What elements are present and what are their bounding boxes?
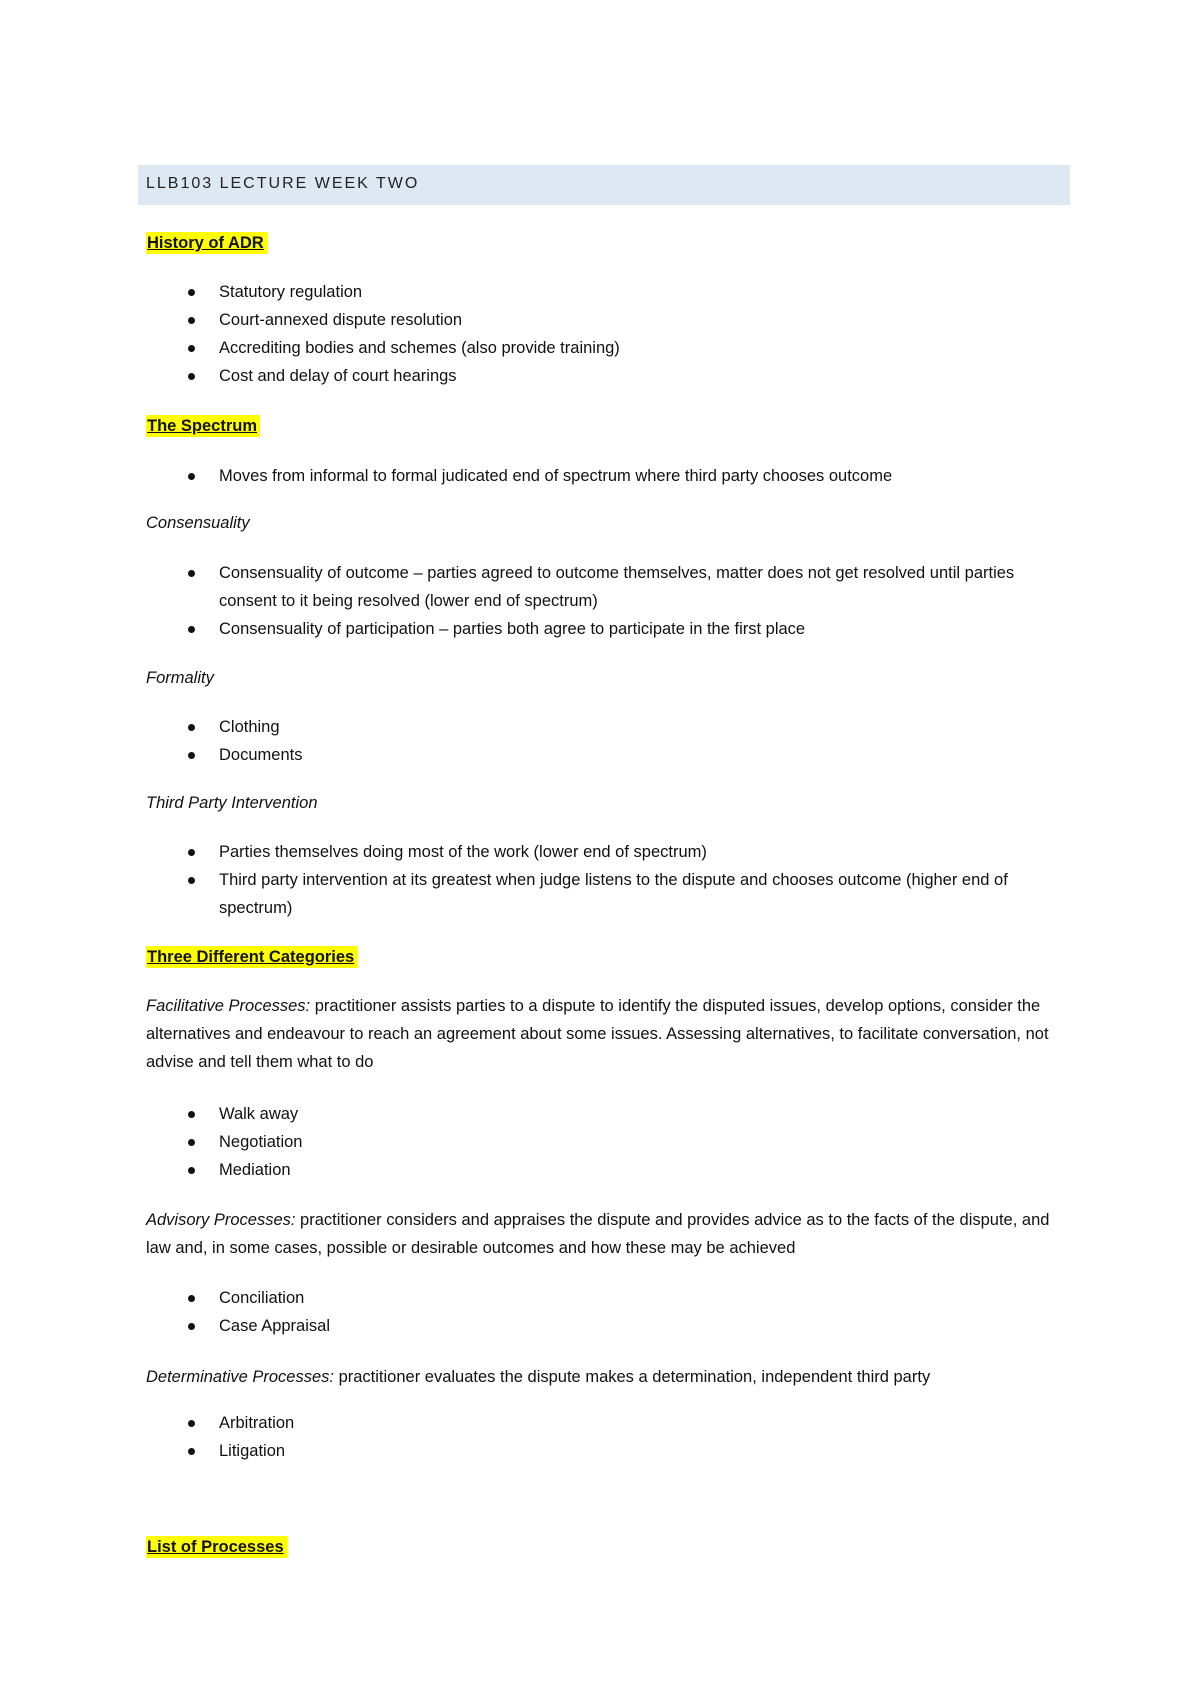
bullet-icon	[188, 317, 195, 324]
determinative-list	[146, 1409, 1070, 1465]
bullet-icon	[188, 289, 195, 296]
determinative-text: practitioner evaluates the dispute makes a determination, independent third party	[334, 1368, 931, 1386]
subheading-formality: Formality	[146, 669, 214, 687]
bullet-icon	[188, 1295, 195, 1302]
subheading-consensuality: Consensuality	[146, 514, 250, 532]
heading-categories: Three Different Categories	[146, 946, 357, 968]
list-item: Walk away	[146, 1100, 1070, 1128]
bullet-icon	[188, 473, 195, 480]
bullet-icon	[188, 1111, 195, 1118]
advisory-label: Advisory Processes:	[146, 1211, 296, 1229]
bullet-icon	[188, 1139, 195, 1146]
bullet-icon	[188, 849, 195, 856]
spectrum-list	[146, 462, 1070, 490]
bullet-icon	[188, 1448, 195, 1455]
bullet-icon	[188, 1420, 195, 1427]
list-item: Consensuality of outcome – parties agreed to outcome themselves, matter does not get resolved until parties consent to it being resolved (lower end of spectrum)	[146, 559, 1070, 615]
list-item: Arbitration	[146, 1409, 1070, 1437]
list-item: Cost and delay of court hearings	[146, 362, 1070, 390]
list-item: Litigation	[146, 1437, 1070, 1465]
determinative-label: Determinative Processes:	[146, 1368, 334, 1386]
list-item: Third party intervention at its greatest when judge listens to the dispute and chooses outcome (higher end of spectrum)	[146, 866, 1070, 922]
advisory-text: practitioner considers and appraises the dispute and provides advice as to the facts of the dispute, and law and, in some cases, possible or desirable outcomes and how these may be achieved	[146, 1211, 1050, 1257]
facilitative-paragraph	[146, 992, 1070, 1076]
bullet-icon	[188, 877, 195, 884]
advisory-list	[146, 1284, 1070, 1340]
page-title: LLB103 LECTURE WEEK TWO	[146, 175, 420, 192]
third-party-list	[146, 838, 1070, 922]
list-item: Parties themselves doing most of the work (lower end of spectrum)	[146, 838, 1070, 866]
list-item: Conciliation	[146, 1284, 1070, 1312]
bullet-icon	[188, 1167, 195, 1174]
list-item: Statutory regulation	[146, 278, 1070, 306]
list-item: Accrediting bodies and schemes (also provide training)	[146, 334, 1070, 362]
bullet-icon	[188, 752, 195, 759]
list-item: Clothing	[146, 713, 1070, 741]
list-item: Court-annexed dispute resolution	[146, 306, 1070, 334]
bullet-icon	[188, 345, 195, 352]
heading-spectrum: The Spectrum	[146, 415, 260, 437]
list-item: Mediation	[146, 1156, 1070, 1184]
list-item: Moves from informal to formal judicated end of spectrum where third party chooses outcome	[146, 462, 1070, 490]
list-item: Case Appraisal	[146, 1312, 1070, 1340]
history-list	[146, 278, 1070, 390]
heading-history: History of ADR	[146, 232, 267, 254]
bullet-icon	[188, 373, 195, 380]
subheading-third-party: Third Party Intervention	[146, 794, 318, 812]
bullet-icon	[188, 724, 195, 731]
bullet-icon	[188, 626, 195, 633]
heading-processes: List of Processes	[146, 1536, 287, 1558]
facilitative-label: Facilitative Processes:	[146, 997, 311, 1015]
list-item: Negotiation	[146, 1128, 1070, 1156]
formality-list	[146, 713, 1070, 769]
title-bar	[138, 165, 1070, 205]
list-item: Documents	[146, 741, 1070, 769]
list-item: Consensuality of participation – parties both agree to participate in the first place	[146, 615, 1070, 643]
determinative-paragraph	[146, 1363, 1070, 1391]
advisory-paragraph	[146, 1206, 1070, 1262]
facilitative-text: practitioner assists parties to a dispute to identify the disputed issues, develop options, consider the alternatives and endeavour to reach an agreement about some issues. Assessing alternatives, to facilitate conversation, not advise and tell them what to do	[146, 997, 1049, 1071]
bullet-icon	[188, 1323, 195, 1330]
facilitative-list	[146, 1100, 1070, 1184]
consensuality-list	[146, 559, 1070, 643]
bullet-icon	[188, 570, 195, 577]
